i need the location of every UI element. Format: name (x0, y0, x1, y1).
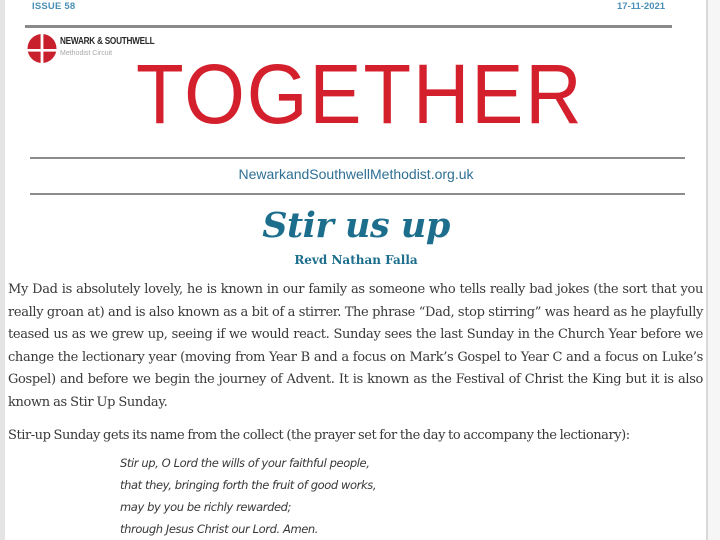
prayer-line: may by you be richly rewarded; (120, 500, 292, 514)
page-frame-left (0, 0, 5, 540)
website-link[interactable]: NewarkandSouthwellMethodist.org.uk (238, 166, 474, 182)
issue-date: 17-11-2021 (617, 1, 666, 12)
issue-number: ISSUE 58 (32, 1, 76, 12)
prayer-line: through Jesus Christ our Lord. Amen. (120, 522, 319, 536)
website-divider-bottom (30, 193, 685, 195)
collect-prayer (120, 452, 376, 540)
page-margin-right (708, 0, 720, 540)
article-title: Stir us up (262, 205, 450, 246)
article-author: Revd Nathan Falla (294, 253, 418, 267)
website-divider-top (30, 157, 685, 159)
circuit-subtitle: Methodist Circuit (60, 50, 113, 57)
header-divider (25, 25, 672, 28)
prayer-line: that they, bringing forth the fruit of good works, (120, 478, 377, 492)
newsletter-masthead: TOGETHER (136, 47, 584, 141)
prayer-line: Stir up, O Lord the wills of your faithful people, (120, 456, 370, 470)
methodist-cross-icon (27, 33, 57, 64)
circuit-name: NEWARK & SOUTHWELL (60, 36, 155, 47)
article-body (8, 279, 703, 415)
article-paragraph: My Dad is absolutely lovely, he is known in our family as someone who tells really bad jokes (the sort that you really groan at) and is also known as a bit of a stirrer. The phrase “Dad, stop stirring” was heard as he playfully teased us as we grew up, seeing if we would react. Sunday sees the last Sunday in the Church Year before we change the lectionary year (moving from Year B and a focus on Mark’s Gospel to Year C and a focus on Luke’s Gospel) and before we begin the journey of Advent. It is known as the Festival of Christ the King but it is also known as Stir Up Sunday. (8, 282, 703, 410)
article-paragraph: Stir-up Sunday gets its name from the collect (the prayer set for the day to accompany the lectionary): (8, 428, 630, 443)
